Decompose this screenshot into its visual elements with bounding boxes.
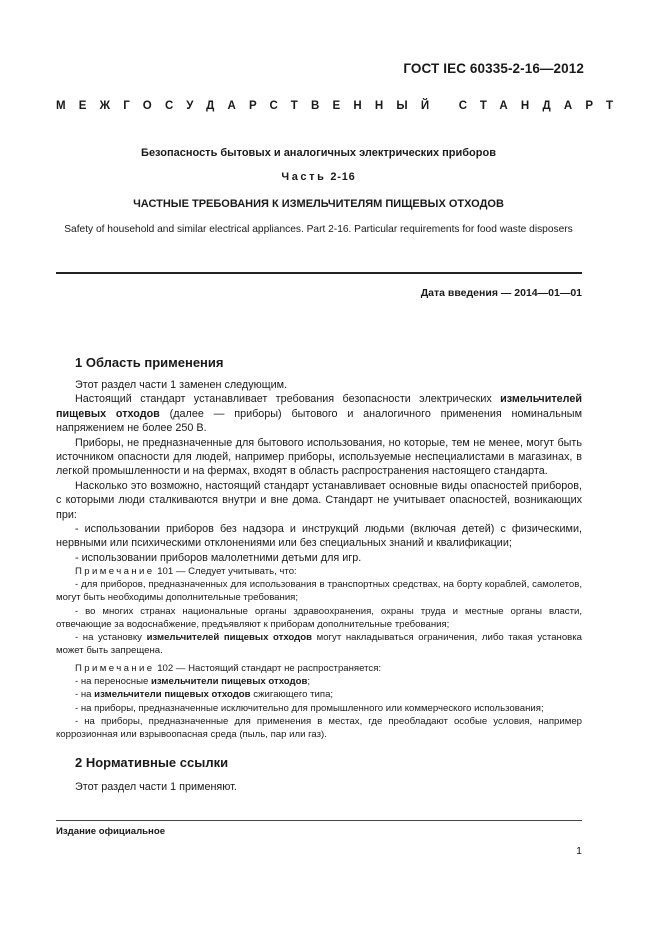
note-label: Примечание — [75, 663, 155, 674]
list-item: - на приборы, предназначенные для применения в местах, где преобладают особые условия, например коррозионная или взрывоопасная среда (пыль, пар или газ). — [56, 715, 582, 741]
text-run: ; — [307, 676, 311, 688]
section-1-heading: 1 Область применения — [75, 355, 224, 370]
list-item — [56, 688, 582, 701]
paragraph: Приборы, не предназначенные для бытового использования, но которые, тем не менее, могут быть источником опасности для людей, например приборы, используемые неспециалистами в магазинах, в легкой промышленности и на фермах, входят в область распространения настоящего стандарта. — [56, 436, 582, 478]
list-item: - на приборы, предназначенные исключительно для промышленного или коммерческого использования; — [75, 702, 544, 714]
text-run: 101 — Следует учитывать, что: — [154, 566, 297, 577]
document-subtitle: ЧАСТНЫЕ ТРЕБОВАНИЯ К ИЗМЕЛЬЧИТЕЛЯМ ПИЩЕВЫХ ОТХОДОВ — [133, 198, 504, 210]
text-run: - на переносные — [75, 676, 151, 688]
introduction-date: Дата введения — 2014—01—01 — [420, 287, 582, 299]
paragraph — [56, 392, 582, 435]
term-bold: измельчителей пищевых отходов — [56, 393, 582, 420]
section-2-body — [56, 780, 582, 794]
standard-code: ГОСТ IEC 60335-2-16—2012 — [403, 61, 584, 76]
english-title: Safety of household and similar electrical appliances. Part 2-16. Particular requirements for food waste disposers — [64, 224, 573, 235]
header-rule — [56, 272, 582, 274]
text-run: - на — [75, 689, 95, 701]
list-item: - во многих странах национальные органы здравоохранения, охраны труда и местные органы власти, отвечающие за водоснабжение, предъявляют к приборам дополнительные требования; — [56, 605, 582, 630]
interstate-standard-label: МЕЖГОСУДАРСТВЕННЫЙ СТАНДАРТ — [56, 100, 627, 112]
part-number: 2-16 — [330, 171, 356, 183]
section-1-body — [56, 378, 582, 565]
text-run: 102 — Настоящий стандарт не распространяется: — [154, 663, 382, 674]
note-101 — [56, 565, 582, 657]
part-label — [56, 171, 581, 183]
list-item — [56, 631, 582, 657]
page-number: 1 — [576, 845, 582, 857]
text-run: сжигающего типа; — [250, 689, 334, 701]
text-run: Настоящий стандарт устанавливает требования безопасности электрических — [75, 393, 501, 406]
section-2-heading: 2 Нормативные ссылки — [75, 755, 229, 770]
paragraph: Этот раздел части 1 заменен следующим. — [75, 379, 288, 391]
term-bold: измельчителей пищевых отходов — [146, 632, 313, 644]
official-edition-label: Издание официальное — [56, 826, 166, 837]
text-run: - на установку — [75, 632, 147, 644]
part-word: Часть — [281, 171, 327, 183]
footer-rule — [56, 820, 582, 821]
paragraph: Насколько это возможно, настоящий стандарт устанавливает основные виды опасностей приборов, с которыми люди сталкиваются внутри и вне дома. Стандарт не учитывает опасностей, возникающих при: — [56, 479, 582, 521]
term-bold: измельчители пищевых отходов — [151, 676, 308, 688]
list-item: - использовании приборов малолетними детьми для игр. — [75, 551, 362, 564]
note-intro — [56, 662, 582, 675]
document-title: Безопасность бытовых и аналогичных электрических приборов — [141, 147, 496, 159]
text-run: могут накладываться ограничения, либо такая установка может быть запрещена. — [56, 632, 583, 657]
note-intro — [56, 565, 582, 578]
list-item: - использовании приборов без надзора и инструкций людьми (включая детей) с физическими, нервными или психическими отклонениями или без специальных знаний и квалификации; — [56, 523, 582, 550]
note-102 — [56, 662, 582, 741]
term-bold: измельчители пищевых отходов — [94, 689, 251, 701]
list-item: - для приборов, предназначенных для использования в транспортных средствах, на борту кораблей, самолетов, могут быть необходимы дополнительные требования; — [56, 579, 582, 604]
text-run: (далее — приборы) бытового и аналогичного применения номинальным напряжением не более 250 В. — [56, 407, 582, 435]
note-label: Примечание — [75, 566, 155, 577]
list-item — [56, 675, 582, 688]
paragraph: Этот раздел части 1 применяют. — [75, 781, 237, 793]
